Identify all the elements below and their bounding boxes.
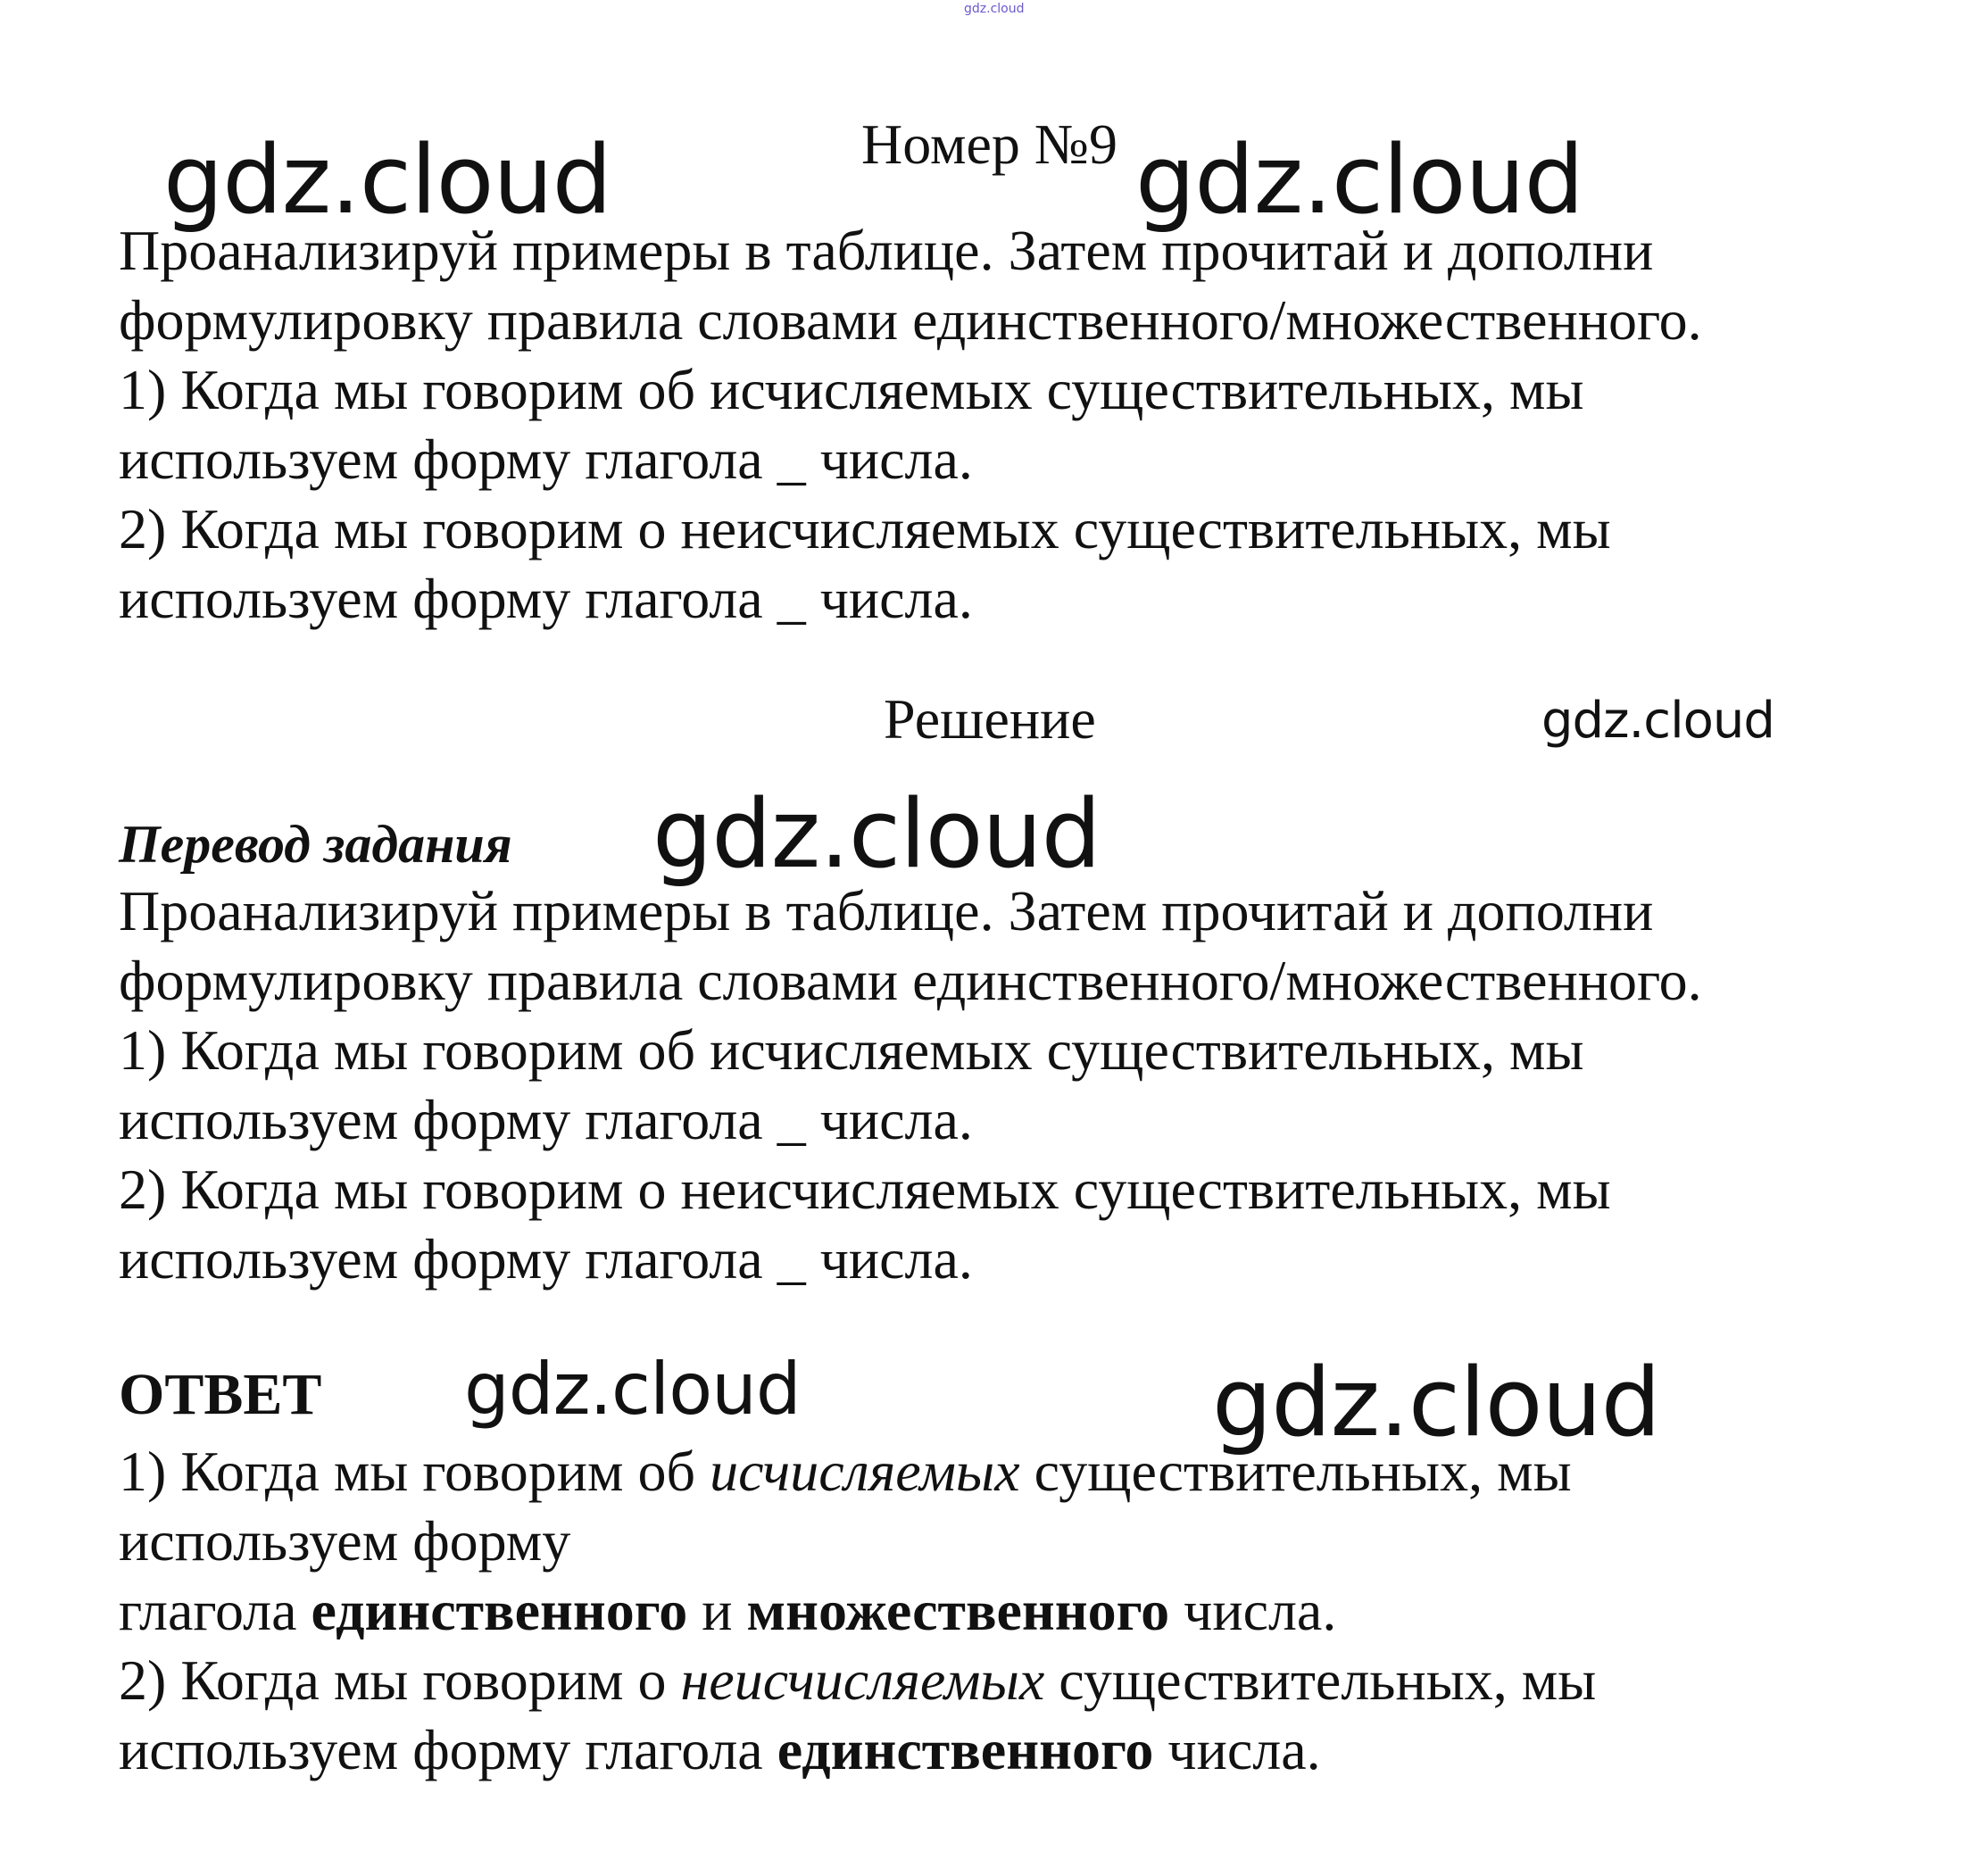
translation-line: 2) Когда мы говорим о неисчисляемых существительных, мы	[119, 1158, 1611, 1221]
translation-line: Проанализируй примеры в таблице. Затем прочитай и дополни	[119, 879, 1654, 942]
task-line: 2) Когда мы говорим о неисчисляемых существительных, мы	[119, 497, 1611, 560]
answer-text	[119, 1437, 1904, 1785]
answer-text-span: существительных, мы	[1044, 1648, 1597, 1712]
answer-text-span: существительных, мы	[1019, 1440, 1572, 1503]
watermark-4: gdz.cloud	[652, 779, 1101, 889]
task-text	[119, 216, 1904, 634]
answer-text-span: глагола	[119, 1579, 312, 1642]
task-number: Номер №9	[861, 112, 1117, 176]
translation-line: формулировку правила словами единственного/множественного.	[119, 949, 1702, 1012]
translation-line: используем форму глагола _ числа.	[119, 1088, 973, 1151]
answer-1-line-2: используем форму	[119, 1509, 571, 1573]
solution-title: Решение	[884, 687, 1096, 751]
answer-text-span: и	[687, 1579, 747, 1642]
task-line: используем форму глагола _ числа.	[119, 567, 973, 630]
watermark-2: gdz.cloud	[1135, 125, 1583, 235]
watermark-3: gdz.cloud	[1541, 692, 1774, 750]
answer-text-span: числа.	[1153, 1718, 1321, 1781]
answer-bold: множественного	[746, 1579, 1170, 1642]
answer-1-line-3	[119, 1576, 1904, 1646]
answer-italic: исчисляемых	[710, 1440, 1020, 1503]
answer-text-span: 1) Когда мы говорим об	[119, 1440, 710, 1503]
translation-text	[119, 876, 1904, 1294]
watermark-6: gdz.cloud	[1212, 1348, 1660, 1457]
answer-1-line-1	[119, 1437, 1904, 1507]
answer-text-span: 2) Когда мы говорим о	[119, 1648, 681, 1712]
watermark-1: gdz.cloud	[163, 125, 611, 235]
task-line: формулировку правила словами единственного/множественного.	[119, 288, 1702, 352]
task-line: Проанализируй примеры в таблице. Затем прочитай и дополни	[119, 219, 1654, 282]
watermark-5: gdz.cloud	[464, 1348, 801, 1431]
task-line: 1) Когда мы говорим об исчисляемых существительных, мы	[119, 358, 1584, 421]
translation-line: используем форму глагола _ числа.	[119, 1227, 973, 1291]
translation-line: 1) Когда мы говорим об исчисляемых существительных, мы	[119, 1018, 1584, 1082]
answer-title: ОТВЕТ	[119, 1362, 322, 1427]
answer-italic: неисчисляемых	[680, 1648, 1045, 1712]
answer-2-line-1	[119, 1646, 1904, 1715]
answer-text-span: используем форму глагола	[119, 1718, 777, 1781]
task-line: используем форму глагола _ числа.	[119, 427, 973, 491]
answer-bold: единственного	[777, 1718, 1154, 1781]
answer-text-span: числа.	[1169, 1579, 1337, 1642]
translation-title: Перевод задания	[119, 815, 512, 874]
answer-bold: единственного	[311, 1579, 688, 1642]
watermark-tiny: gdz.cloud	[964, 2, 1025, 16]
answer-2-line-2	[119, 1715, 1904, 1785]
